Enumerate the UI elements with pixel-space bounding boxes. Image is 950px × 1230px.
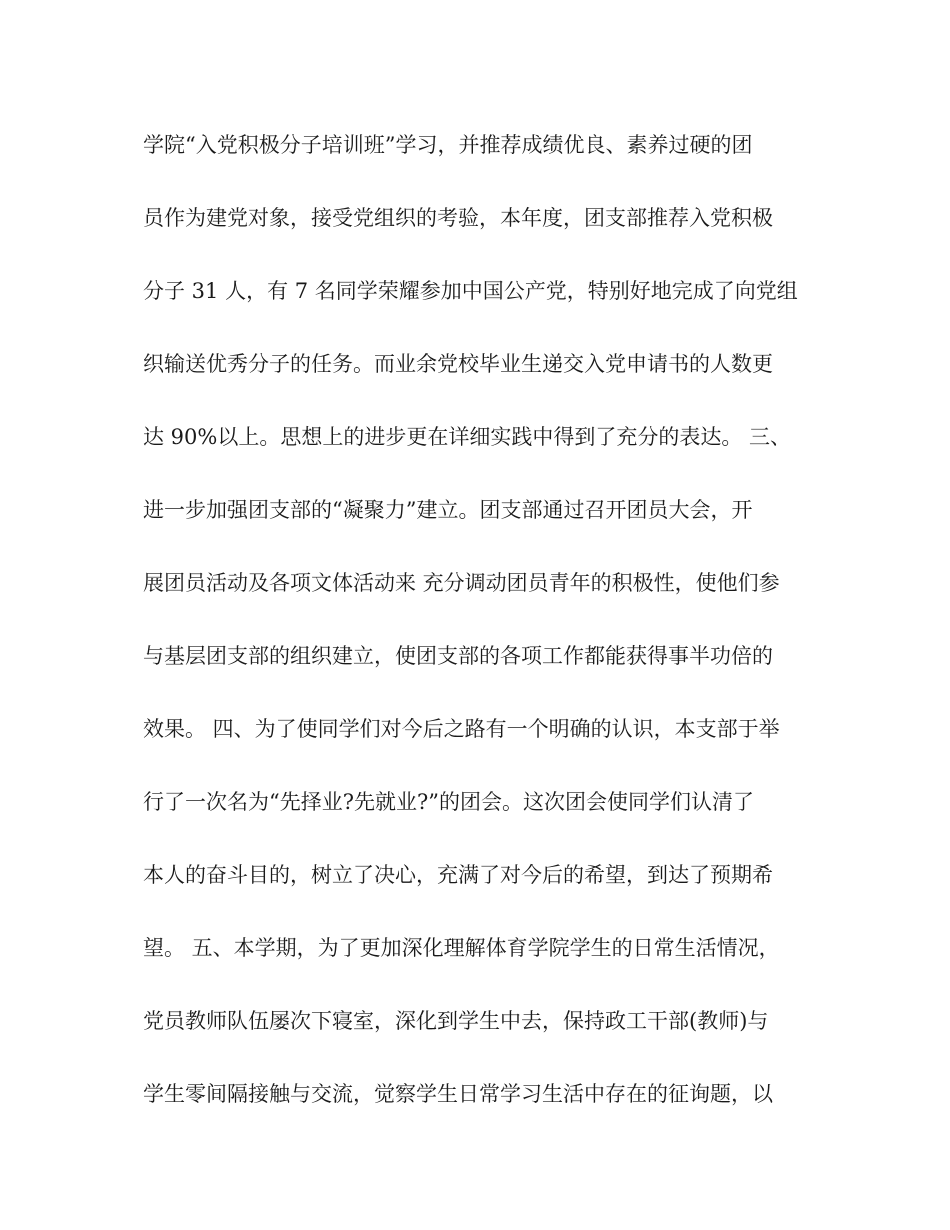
text-line-3: 分子 31 人，有 7 名同学荣耀参加中国公产党，特别好地完成了向党组 [143, 279, 798, 303]
text-line-12: 望。 五、本学期，为了更加深化理解体育学院学生的日常生活情况， [143, 936, 780, 960]
text-line-4: 织输送优秀分子的任务。而业余党校毕业生递交入党申请书的人数更 [143, 352, 773, 376]
text-line-13: 党员教师队伍屡次下寝室，深化到学生中去，保持政工干部(教师)与 [143, 1009, 769, 1033]
text-line-1: 学院“入党积极分子培训班”学习，并推荐成绩优良、素养过硬的团 [143, 133, 753, 157]
text-line-6: 进一步加强团支部的“凝聚力”建立。团支部通过召开团员大会，开 [143, 498, 753, 522]
text-line-8: 与基层团支部的组织建立，使团支部的各项工作都能获得事半功倍的 [143, 644, 773, 668]
text-line-2: 员作为建党对象，接受党组织的考验，本年度，团支部推荐入党积极 [143, 206, 773, 230]
text-line-11: 本人的奋斗目的，树立了决心，充满了对今后的希望，到达了预期希 [143, 863, 773, 887]
text-line-7: 展团员活动及各项文体活动来 充分调动团员青年的积极性，使他们参 [143, 571, 780, 595]
text-line-14: 学生零间隔接触与交流，觉察学生日常学习生活中存在的征询题，以 [143, 1082, 773, 1106]
text-line-9: 效果。 四、为了使同学们对今后之路有一个明确的认识，本支部于举 [143, 717, 780, 741]
text-line-10: 行了一次名为“先择业?先就业?”的团会。这次团会使同学们认清了 [143, 790, 754, 814]
text-line-5: 达 90%以上。思想上的进步更在详细实践中得到了充分的表达。 三、 [143, 425, 792, 449]
